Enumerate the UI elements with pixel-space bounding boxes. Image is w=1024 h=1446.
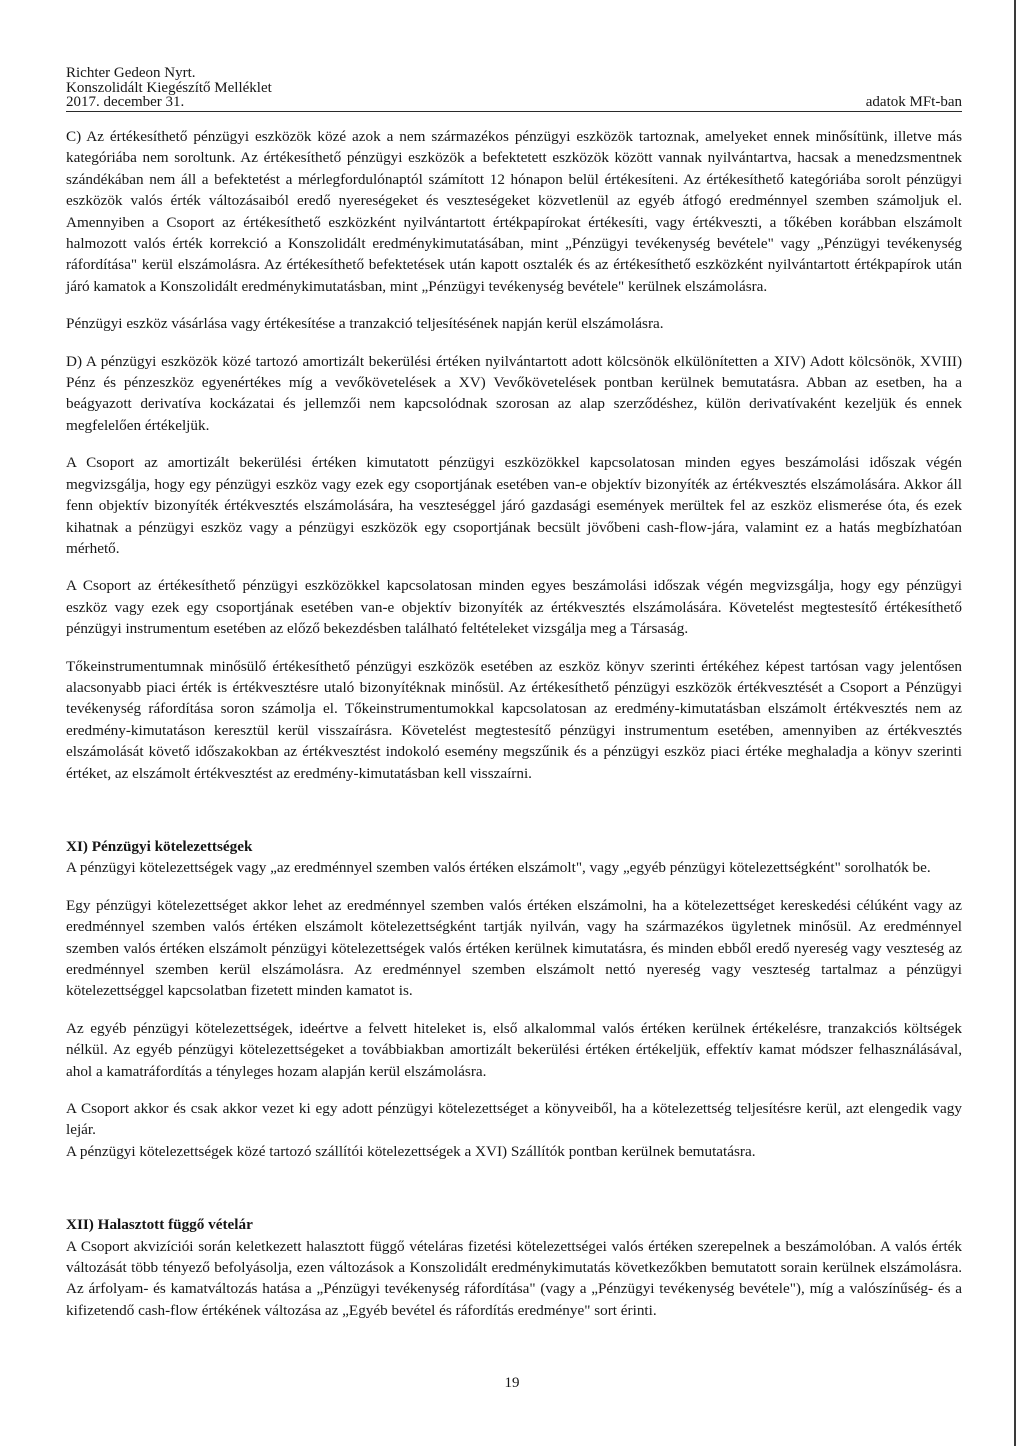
paragraph-derecognition: A Csoport akkor és csak akkor vezet ki egy adott pénzügyi kötelezettséget a könyveiből, ha a kötelezettség teljesítésre kerül, azt elengedik vagy lejár. [66, 1100, 962, 1139]
document-title: Konszolidált Kiegészítő Melléklet [66, 79, 272, 96]
paragraph-amortized-impairment: A Csoport az amortizált bekerülési értéken kimutatott pénzügyi eszközökkel kapcsolatosan minden egyes beszámolási időszak végén megvizsgálja, hogy egy pénzügyi eszköz vagy ezek egy csoportjának esetében van-e objektív bizonyíték az értékvesztés elszámolására. Akkor áll fenn objektív bizonyíték értékvesztés elszámolására, ha veszteséggel járó gazdasági események merültek fel az eszköz elismerése óta, és ezek kihatnak a pénzügyi eszköz vagy a pénzügyi eszközök egy csoportjának becsült jövőbeni cash-flow-jára, valamint ez a hatás megbízhatóan mérhető. [66, 454, 962, 557]
page-header [66, 66, 962, 110]
section-heading-xi: XI) Pénzügyi kötelezettségek [66, 837, 253, 855]
scan-edge [1014, 0, 1016, 1446]
paragraph-equity-impairment: Tőkeinstrumentumnak minősülő értékesíthető pénzügyi eszközök esetében az eszköz könyv szerinti értékéhez képest tartósan vagy jelentősen alacsonyabb piaci érték is értékvesztésre utaló bizonyítéknak minősül. Az értékesíthető pénzügyi eszközök értékvesztését a Csoport a Pénzügyi tevékenység ráfordítása soron számolja el. Tőkeinstrumentumokkal kapcsolatosan az eredmény-kimutatásban elszámolt értékvesztés nem az eredmény-kimutatáson keresztül kerül visszaírásra. Követelést megtestesítő pénzügyi instrumentum esetében, amennyiben az értékvesztés elszámolását követő időszakokban az értékvesztést indokoló esemény megszűnik és a pénzügyi eszköz piaci értéke meghaladja a könyv szerinti értéket, az elszámolt értékvesztést az eredmény-kimutatásban kell visszaírni. [66, 657, 962, 782]
paragraph-contingent-consideration: A Csoport akvizíciói során keletkezett halasztott függő vételáras fizetési kötelezettségei valós értéken szerepelnek a beszámolóban. A valós érték változását több tényező befolyásolja, ezen változások a Konszolidált eredménykimutatás következőkben bemutatott sorain kerülnek elszámolásra. Az árfolyam- és kamatváltozás hatása a „Pénzügyi tevékenység ráfordítása" (vagy a „Pénzügyi tevékenység bevétele"), míg a valószínűség- és a kifizetendő cash-flow értékének változása az „Egyéb bevétel és ráfordítás eredménye" sort érinti. [66, 1237, 962, 1319]
paragraph-transaction-date: Pénzügyi eszköz vásárlása vagy értékesítése a tranzakció teljesítésének napján kerül elszámolásra. [66, 315, 664, 333]
paragraph-c: C) Az értékesíthető pénzügyi eszközök közé azok a nem származékos pénzügyi eszközök tartoznak, amelyeket ennek minősítünk, illetve más kategóriába nem soroltunk. Az értékesíthető pénzügyi eszközök a befektetett eszközök között vannak nyilvántartva, hacsak a menedzsmentnek szándékában nem áll a befektetést a mérlegfordulónaptól számított 12 hónapon belül értékesíteni. Az értékesíthető kategóriába sorolt pénzügyi eszközök valós érték változásaiból eredő nyereségeket és veszteségeket közvetlenül az egyéb átfogó eredménnyel szemben számoljuk el. Amennyiben a Csoport az értékesíthető eszközként nyilvántartott értékpapírokat értékesíti, vagy értékveszti, a tőkében korábban elszámolt halmozott valós érték korrekció a Konszolidált eredménykimutatásában, mint „Pénzügyi tevékenység bevétele" vagy „Pénzügyi tevékenység ráfordítása" kerül elszámolásra. Az értékesíthető befektetések után kapott osztalék és az értékesíthető eszközként nyilvántartott értékpapírok után járó kamatok a Konszolidált eredménykimutatásban, mint „Pénzügyi tevékenység bevétele" kerülnek elszámolásra. [66, 128, 962, 295]
paragraph-fvtpl-liabilities: Egy pénzügyi kötelezettséget akkor lehet az eredménnyel szemben valós értéken elszámolni, ha a kötelezettséget kereskedési célúként vagy az eredménnyel szemben valós értéken elszámolt kötelezettségként tartják nyilván, vagy ha származékos ügyletnek minősül. Az eredménnyel szemben valós értéken elszámolt pénzügyi kötelezettségek valós értéken kerülnek kimutatásra, és minden ebből eredő nyereség vagy veszteség az eredménnyel szemben kerül elszámolásra. Az eredménnyel szemben elszámolt nettó nyereség vagy veszteség tartalmaz a pénzügyi kötelezettséggel kapcsolatban fizetett minden kamatot is. [66, 896, 962, 1000]
paragraph-afs-impairment: A Csoport az értékesíthető pénzügyi eszközökkel kapcsolatosan minden egyes beszámolási időszak végén megvizsgálja, hogy egy pénzügyi eszköz vagy ezek egy csoportjának esetében van-e objektív bizonyíték az értékvesztés elszámolására. Követelést megtestesítő értékesíthető pénzügyi instrumentum esetében az előző bekezdésben található feltételeket vizsgálja meg a Társaság. [66, 577, 962, 638]
unit-note: adatok MFt-ban [865, 94, 962, 110]
report-date: 2017. december 31. [66, 94, 185, 110]
paragraph-d: D) A pénzügyi eszközök közé tartozó amortizált bekerülési értéken nyilvántartott adott kölcsönök elkülönítetten a XIV) Adott kölcsönök, XVIII) Pénz és pénzeszköz egyenértékes míg a vevőkövetelések a XV) Vevőkövetelések pontban kerülnek bemutatásra. Abban az esetben, ha a beágyazott derivatíva kockázatai és jellemzői nem kapcsolódnak szorosan az alap szerződéshez, külön derivatívaként kezeljük és ennek megfelelően értékeljük. [66, 352, 962, 434]
header-rule [66, 111, 962, 112]
paragraph-liabilities-classification: A pénzügyi kötelezettségek vagy „az eredménnyel szemben valós értéken elszámolt", vagy „egyéb pénzügyi kötelezettségként" sorolhatók be. [66, 859, 931, 877]
page-number: 19 [504, 1375, 520, 1391]
body-text [66, 126, 962, 1337]
company-name: Richter Gedeon Nyrt. [66, 65, 196, 81]
paragraph-other-liabilities: Az egyéb pénzügyi kötelezettségek, ideértve a felvett hiteleket is, első alkalommal valós értéken kerülnek értékelésre, tranzakciós költségek nélkül. Az egyéb pénzügyi kötelezettségeket a továbbiakban amortizált bekerülési értéken értékeljük, effektív kamat módszer felhasználásával, ahol a kamatráfordítás a tényleges hozam alapján kerül elszámolásra. [66, 1019, 962, 1080]
section-heading-xii: XII) Halasztott függő vételár [66, 1216, 253, 1234]
paragraph-trade-payables: A pénzügyi kötelezettségek közé tartozó szállítói kötelezettségek a XVI) Szállítók pontban kerülnek bemutatásra. [66, 1142, 756, 1160]
